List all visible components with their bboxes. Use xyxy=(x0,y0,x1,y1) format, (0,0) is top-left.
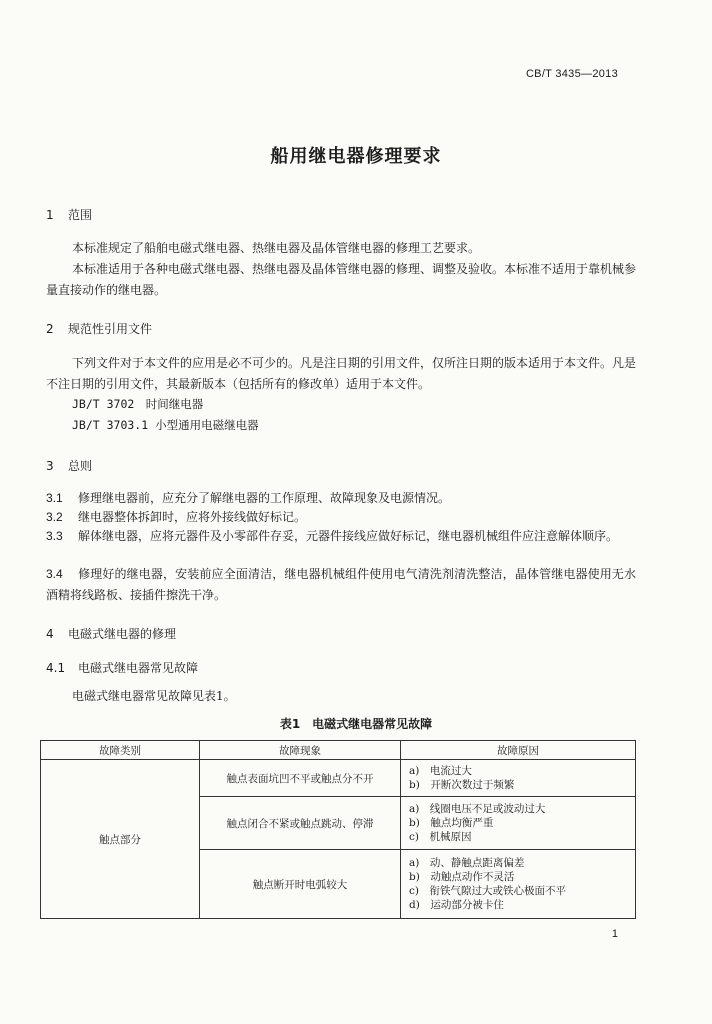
section-title: 范围 xyxy=(68,208,93,222)
section-number: 4 xyxy=(46,627,54,641)
section-2-heading xyxy=(46,320,152,337)
page-number: 1 xyxy=(611,928,618,940)
subsection-4-1-text: 电磁式继电器常见故障见表1。 xyxy=(72,689,236,703)
section-1-heading xyxy=(46,206,92,223)
section-2-paragraph-1: 下列文件对于本文件的应用是必不可少的。凡是注日期的引用文件，仅所注日期的版本适用于本文件。凡是不注日期的引用文件，其最新版本（包括所有的修改单）适用于本文件。 xyxy=(46,356,637,391)
cause-item: a) 线圈电压不足或波动过大 xyxy=(409,803,546,815)
clause-text: 修理继电器前，应充分了解继电器的工作原理、故障现象及电源情况。 xyxy=(78,491,451,505)
symptom-cell: 触点表面坑凹不平或触点分不开 xyxy=(200,760,401,797)
clause-3-1 xyxy=(46,488,636,509)
symptom-cell: 触点闭合不紧或触点跳动、停滞 xyxy=(200,797,401,850)
section-4-heading xyxy=(46,625,176,642)
symptom-cell: 触点断开时电弧较大 xyxy=(200,850,401,919)
section-number: 1 xyxy=(46,208,54,222)
reference-item: JB/T 3703.1 小型通用电磁继电器 xyxy=(72,418,259,432)
table-row xyxy=(41,760,636,797)
clause-text: 继电器整体拆卸时，应将外接线做好标记。 xyxy=(78,510,307,524)
cause-item: b) 开断次数过于频繁 xyxy=(409,779,515,791)
clause-text: 解体继电器，应将元器件及小零部件存妥，元器件接线应做好标记，继电器机械组件应注意解体顺序。 xyxy=(78,529,619,543)
cause-item: a) 动、静触点距离偏差 xyxy=(409,857,525,869)
cause-item: c) 机械原因 xyxy=(409,831,472,843)
section-1-paragraph-2: 本标准适用于各种电磁式继电器、热继电器及晶体管继电器的修理、调整及验收。本标准不适用于靠机械参量直接动作的继电器。 xyxy=(46,262,637,297)
section-title: 电磁式继电器的修理 xyxy=(68,627,177,641)
column-header: 故障现象 xyxy=(200,741,401,760)
reference-item: JB/T 3702 时间继电器 xyxy=(72,397,204,411)
cause-item: c) 衔铁气隙过大或铁心极面不平 xyxy=(409,885,566,897)
column-header: 故障类别 xyxy=(41,741,200,760)
table-header-row xyxy=(41,741,636,760)
cause-item: a) 电流过大 xyxy=(409,765,472,777)
standard-code: CB/T 3435—2013 xyxy=(525,68,618,80)
clause-text: 修理好的继电器，安装前应全面清洁，继电器机械组件使用电气清洗剂清洗整洁，晶体管继电器使用无水酒精将线路板、接插件擦洗干净。 xyxy=(46,567,636,602)
clause-3-2 xyxy=(46,507,636,528)
section-number: 3 xyxy=(46,459,54,473)
cause-item: b) 动触点动作不灵活 xyxy=(409,871,515,883)
clause-number: 3.3 xyxy=(46,529,63,543)
fault-table xyxy=(40,740,636,919)
column-header: 故障原因 xyxy=(401,741,636,760)
subsection-title: 电磁式继电器常见故障 xyxy=(78,661,199,675)
clause-number: 3.1 xyxy=(46,491,63,505)
section-1-paragraph-1: 本标准规定了船舶电磁式继电器、热继电器及晶体管继电器的修理工艺要求。 xyxy=(72,241,481,255)
section-title: 规范性引用文件 xyxy=(68,322,153,336)
clause-3-3 xyxy=(46,526,636,547)
section-title: 总则 xyxy=(68,459,93,473)
subsection-number: 4.1 xyxy=(46,661,66,675)
cause-cell xyxy=(401,760,636,797)
table-caption: 表1 电磁式继电器常见故障 xyxy=(279,717,433,731)
clause-number: 3.2 xyxy=(46,510,63,524)
clause-3-4 xyxy=(46,564,636,606)
cause-item: b) 触点均衡严重 xyxy=(409,817,494,829)
cause-cell xyxy=(401,850,636,919)
subsection-4-1-heading xyxy=(46,659,198,676)
section-3-heading xyxy=(46,457,92,474)
document-title: 船用继电器修理要求 xyxy=(270,146,442,167)
cause-item: d) 运动部分被卡住 xyxy=(409,899,504,911)
section-number: 2 xyxy=(46,322,54,336)
cause-cell xyxy=(401,797,636,850)
clause-number: 3.4 xyxy=(46,567,63,581)
category-cell: 触点部分 xyxy=(41,760,200,919)
